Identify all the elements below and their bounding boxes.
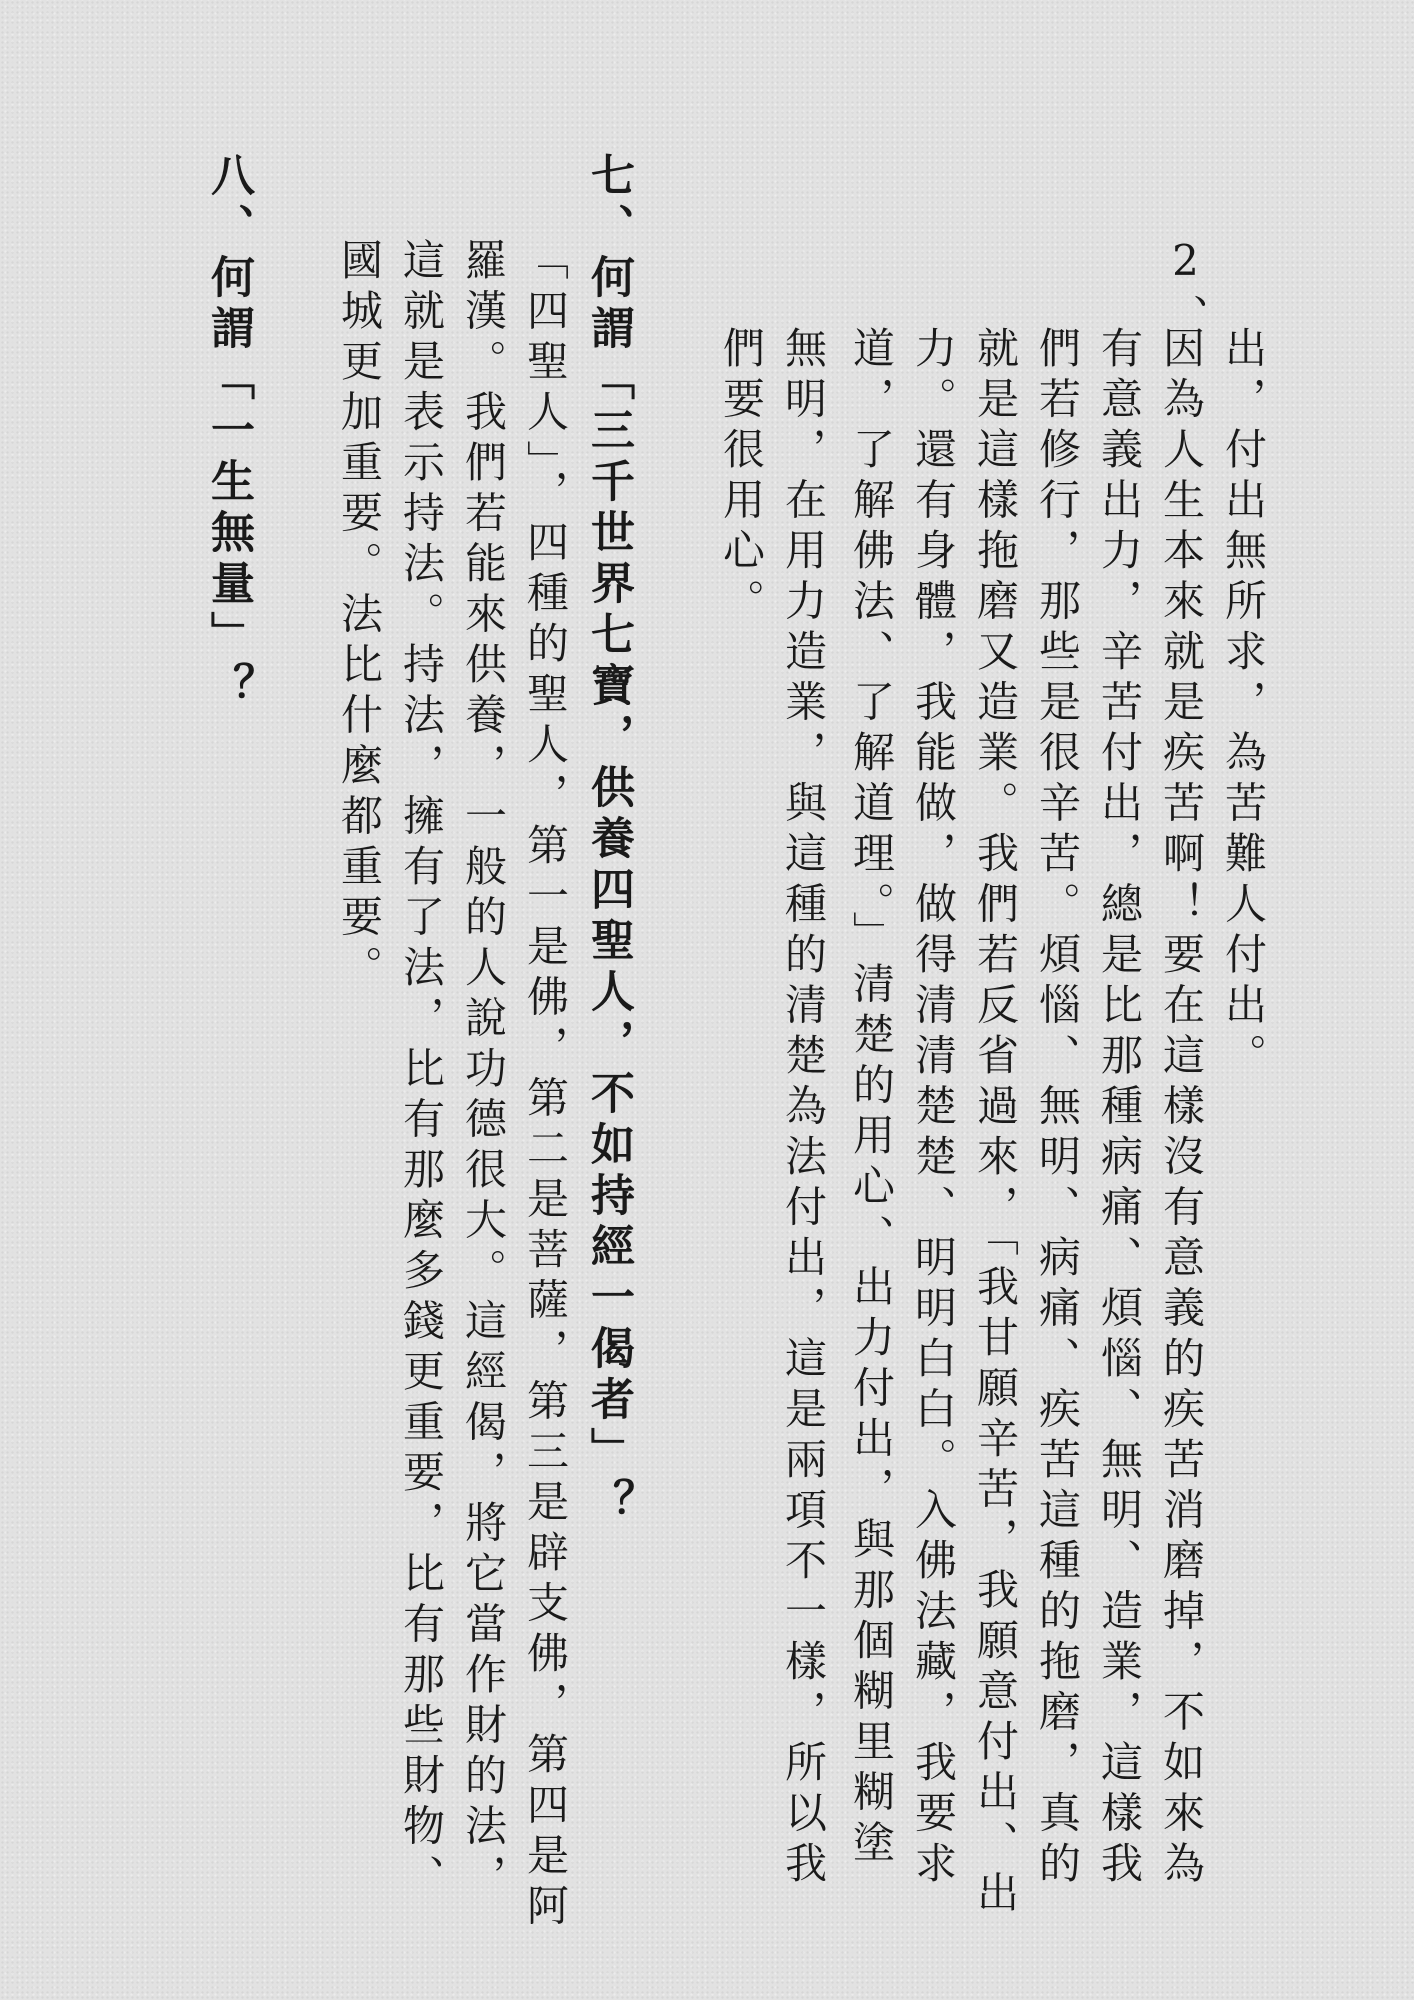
body-line: 有意義出力，辛苦付出，總是比那種病痛、煩惱、無明、造業，這樣我	[1095, 326, 1144, 1892]
body-line: 國城更加重要。法比什麼都重要。	[335, 238, 384, 996]
body-line: 力。還有身體，我能做，做得清清楚楚、明明白白。入佛法藏，我要求	[909, 326, 958, 1892]
section-8-heading: 八、何謂「一生無量」？	[203, 152, 254, 713]
body-line: 羅漢。我們若能來供養，一般的人說功德很大。這經偈，將它當作財的法，	[459, 238, 508, 1905]
body-line: 這就是表示持法。持法，擁有了法，比有那麼多錢更重要，比有那些財物、	[397, 238, 446, 1905]
section-7-heading: 七、何謂「三千世界七寶，供養四聖人，不如持經一偈者」？	[583, 152, 634, 1529]
body-line: 道，了解佛法、了解道理。」清楚的用心、出力付出，與那個糊里糊塗	[847, 326, 896, 1871]
body-line: 因為人生本來就是疾苦啊！要在這樣沒有意義的疾苦消磨掉，不如來為	[1157, 326, 1206, 1892]
body-line: 出，付出無所求，為苦難人付出。	[1219, 326, 1268, 1084]
body-line: 無明，在用力造業，與這種的清楚為法付出，這是兩項不一樣，所以我	[779, 326, 828, 1892]
body-line: 們若修行，那些是很辛苦。煩惱、無明、病痛、疾苦這種的拖磨，真的	[1033, 326, 1082, 1892]
body-line: 「四聖人」，四種的聖人，第一是佛，第二是菩薩，第三是辟支佛，第四是阿	[521, 238, 570, 1934]
section-2-label: 2、	[1161, 236, 1210, 344]
body-line: 就是這樣拖磨又造業。我們若反省過來，「我甘願辛苦，我願意付出、出	[971, 326, 1020, 1921]
body-line: 們要很用心。	[717, 326, 766, 629]
